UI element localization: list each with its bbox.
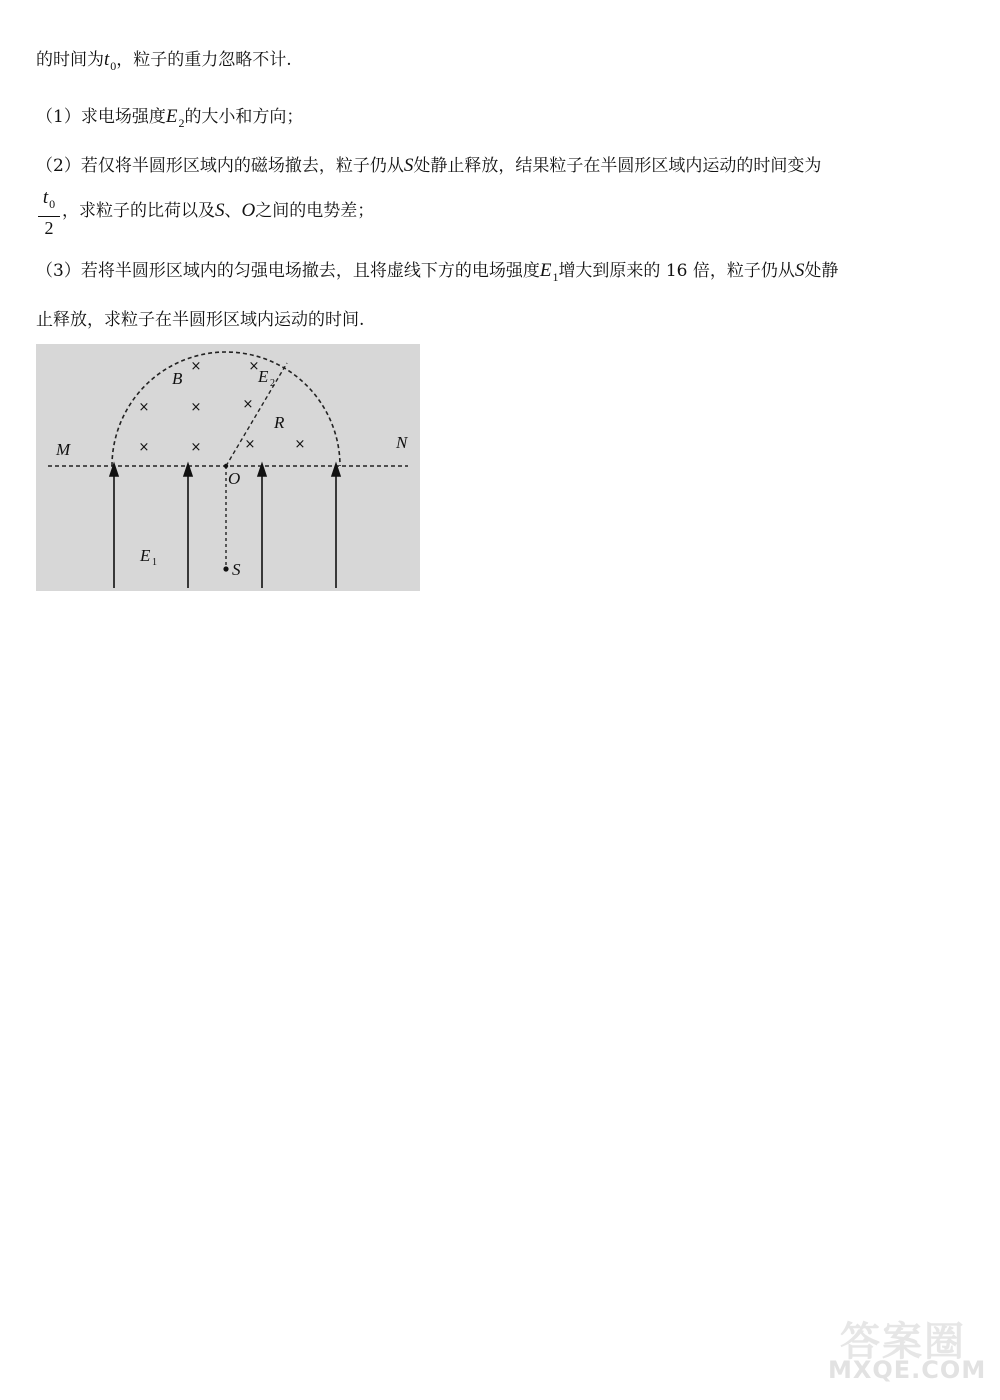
q2-line2-var2: O [241, 200, 256, 221]
question-3-line-2 [36, 308, 364, 332]
label-E1-sub: 1 [152, 557, 157, 568]
cross-mark: × [190, 359, 202, 374]
q2-line1-pre: （2）若仅将半圆形区域内的磁场撤去，粒子仍从 [36, 156, 404, 176]
label-R: R [274, 413, 285, 432]
question-2-line-1 [36, 154, 821, 178]
watermark-logo-text: 答案圈 [840, 1319, 966, 1365]
cross-mark: × [138, 400, 150, 415]
watermark-url: MXQE.COM [828, 1356, 987, 1384]
label-O: O [228, 469, 241, 488]
fraction-t0-over-2 [38, 188, 60, 238]
q3-line1-sub: 1 [552, 270, 559, 284]
intro-post: ，粒子的重力忽略不计. [116, 50, 292, 70]
label-S: S [232, 560, 241, 579]
q1-pre: （1）求电场强度 [36, 107, 166, 127]
diagram-background [36, 344, 420, 591]
var-t: t [104, 49, 110, 70]
q3-line1-mid: 增大到原来的 16 倍，粒子仍从 [558, 261, 795, 281]
cross-mark: × [294, 437, 306, 452]
question-2-line-2 [62, 199, 374, 223]
cross-mark: × [138, 440, 150, 455]
question-3-line-1 [36, 259, 838, 289]
q3-line1-pre: （3）若将半圆形区域内的匀强电场撤去，且将虚线下方的电场强度 [36, 261, 540, 281]
q3-line1-post: 处静 [804, 261, 839, 281]
intro-line [36, 48, 292, 78]
cross-mark: × [248, 359, 260, 374]
q1-post: 的大小和方向； [184, 107, 304, 127]
frac-numerator: $t_0$ [42, 187, 56, 211]
q2-line2-mid: 、 [224, 201, 242, 221]
intro-pre: 的时间为 [36, 50, 104, 70]
q2-line2-var1: S [215, 200, 225, 221]
cross-mark: × [242, 397, 254, 412]
q1-var-E: E [165, 106, 178, 127]
q2-line1-var: S [403, 155, 414, 176]
question-1 [36, 105, 303, 135]
label-B: B [172, 369, 183, 388]
frac-denominator: 2 [44, 218, 54, 238]
q2-line2-pre: ，求粒子的比荷以及 [62, 201, 215, 221]
label-M: M [56, 440, 71, 459]
label-N: N [396, 433, 408, 452]
point-O [224, 464, 228, 468]
q1-var-E-sub: 2 [178, 116, 185, 130]
q2-line2-post: 之间的电势差； [255, 201, 375, 221]
cross-mark: × [190, 400, 202, 415]
watermark [820, 1300, 990, 1390]
q3-line1-var: E [539, 260, 552, 281]
point-S [223, 566, 228, 571]
cross-mark: × [244, 437, 256, 452]
frac-bar [38, 216, 60, 217]
cross-mark: × [190, 440, 202, 455]
label-E1: E [140, 546, 151, 565]
label-E2: E [258, 367, 269, 386]
physics-diagram [36, 344, 420, 591]
var-t-sub: 0 [110, 59, 117, 73]
label-E2-sub: 2 [270, 378, 275, 389]
q3-line2: 止释放，求粒子在半圆形区域内运动的时间. [36, 310, 365, 330]
q3-line1-var2: S [794, 260, 805, 281]
q2-line1-post: 处静止释放，结果粒子在半圆形区域内运动的时间变为 [413, 156, 822, 176]
